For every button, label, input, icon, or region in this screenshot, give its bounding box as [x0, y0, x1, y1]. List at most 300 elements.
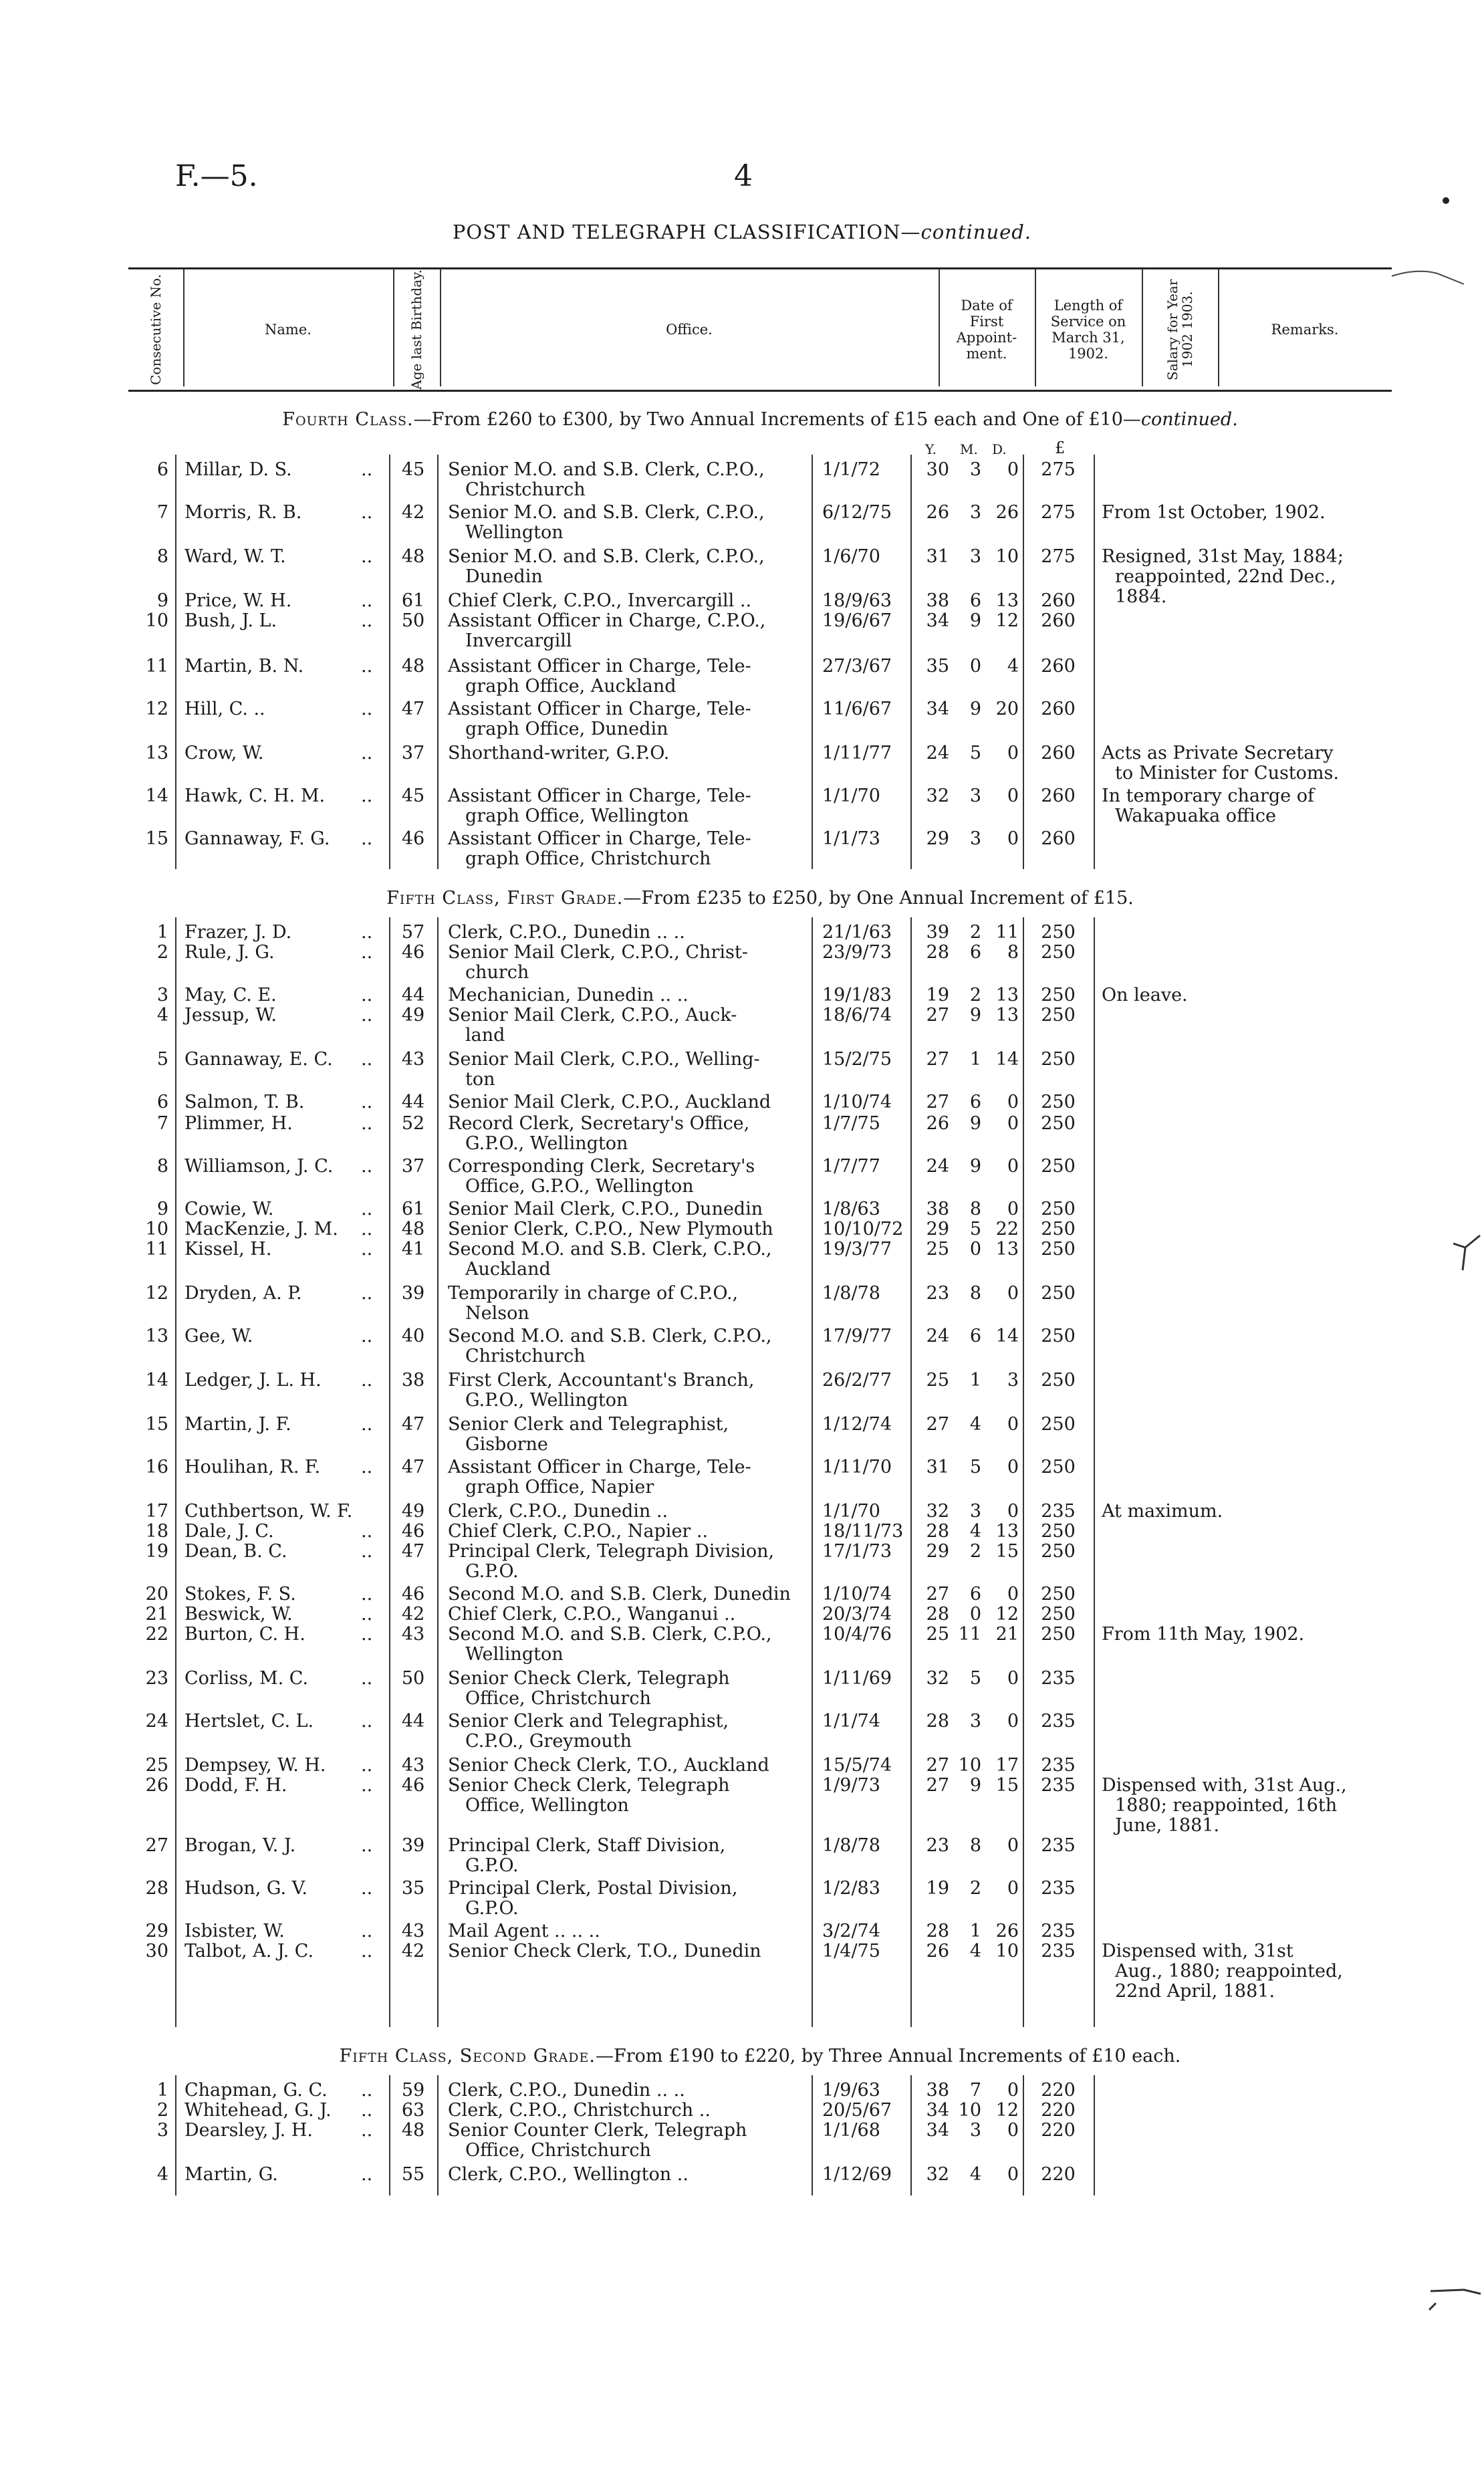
office-continuation: Office, Christchurch	[465, 1688, 651, 1709]
service-months: 10	[958, 1755, 981, 1776]
column-rule	[1023, 455, 1024, 869]
service-years: 25	[926, 1239, 949, 1260]
row-number: 10	[145, 610, 168, 631]
service-days: 0	[1007, 1835, 1019, 1856]
office: Clerk, C.P.O., Christchurch ..	[448, 2100, 711, 2121]
service-days: 0	[1007, 1092, 1019, 1112]
salary: 220	[1041, 2100, 1076, 2121]
appointment-date: 23/9/73	[822, 942, 892, 963]
row-number: 6	[156, 459, 168, 480]
office: Senior M.O. and S.B. Clerk, C.P.O.,	[448, 546, 765, 567]
service-days: 12	[995, 2100, 1019, 2121]
employee-name: Cowie, W.	[184, 1199, 274, 1219]
unit-years: Y.	[925, 441, 937, 457]
row-number: 3	[156, 985, 168, 1005]
salary: 235	[1041, 1755, 1076, 1776]
name-leader: ..	[361, 1921, 373, 1941]
employee-name: Stokes, F. S.	[184, 1584, 296, 1605]
employee-name: Cuthbertson, W. F.	[184, 1501, 353, 1522]
row-number: 30	[145, 1941, 168, 1962]
appointment-date: 18/9/63	[822, 590, 892, 611]
service-months: 4	[969, 1521, 981, 1542]
remarks-continuation: 1884.	[1115, 586, 1167, 607]
employee-name: Gee, W.	[184, 1326, 253, 1346]
name-leader: ..	[361, 502, 373, 523]
service-days: 0	[1007, 1283, 1019, 1304]
service-days: 14	[995, 1326, 1019, 1346]
row-number: 20	[145, 1584, 168, 1605]
age: 59	[401, 2080, 425, 2101]
age: 46	[401, 1521, 425, 1542]
service-years: 29	[926, 828, 949, 849]
appointment-date: 17/1/73	[822, 1541, 892, 1562]
service-months: 6	[969, 1092, 981, 1112]
appointment-date: 18/11/73	[822, 1521, 904, 1542]
salary: 250	[1041, 1457, 1076, 1477]
service-months: 8	[969, 1199, 981, 1219]
service-days: 0	[1007, 1199, 1019, 1219]
office: Senior Check Clerk, T.O., Auckland	[448, 1755, 769, 1776]
remarks-continuation: 22nd April, 1881.	[1115, 1981, 1275, 2002]
employee-name: Burton, C. H.	[184, 1624, 305, 1645]
name-leader: ..	[361, 1049, 373, 1070]
service-days: 0	[1007, 1414, 1019, 1435]
service-days: 12	[995, 1604, 1019, 1625]
row-number: 10	[145, 1219, 168, 1239]
service-months: 9	[969, 1005, 981, 1026]
title-text: POST AND TELEGRAPH CLASSIFICATION—	[452, 221, 921, 243]
salary: 250	[1041, 1604, 1076, 1625]
remarks: Dispensed with, 31st	[1102, 1941, 1293, 1962]
office: Senior M.O. and S.B. Clerk, C.P.O.,	[448, 459, 765, 480]
page-reference: F.—5.	[175, 159, 258, 193]
name-leader: ..	[361, 459, 373, 480]
age: 38	[401, 1370, 425, 1391]
name-leader: ..	[361, 1239, 373, 1260]
age: 42	[401, 1604, 425, 1625]
employee-name: Isbister, W.	[184, 1921, 285, 1941]
service-months: 9	[969, 699, 981, 719]
row-number: 14	[145, 1370, 168, 1391]
age: 44	[401, 1092, 425, 1112]
service-days: 17	[995, 1755, 1019, 1776]
age: 44	[401, 985, 425, 1005]
appointment-date: 19/3/77	[822, 1239, 892, 1260]
service-months: 1	[969, 1370, 981, 1391]
age: 47	[401, 1457, 425, 1477]
service-days: 0	[1007, 1878, 1019, 1899]
remarks-continuation: Aug., 1880; reappointed,	[1115, 1961, 1343, 1982]
salary: 250	[1041, 1283, 1076, 1304]
service-months: 2	[969, 922, 981, 943]
office: Assistant Officer in Charge, Tele-	[448, 1457, 751, 1477]
employee-name: Corliss, M. C.	[184, 1668, 309, 1689]
remarks-continuation: Wakapuaka office	[1115, 806, 1276, 826]
salary: 220	[1041, 2120, 1076, 2141]
service-days: 26	[995, 1921, 1019, 1941]
name-leader: ..	[361, 1604, 373, 1625]
office: Temporarily in charge of C.P.O.,	[448, 1283, 739, 1304]
column-rule	[1023, 2075, 1024, 2196]
service-days: 13	[995, 1521, 1019, 1542]
office: Principal Clerk, Telegraph Division,	[448, 1541, 775, 1562]
office-continuation: G.P.O.	[465, 1561, 519, 1582]
remarks: On leave.	[1102, 985, 1188, 1005]
name-leader: ..	[361, 743, 373, 763]
employee-name: Martin, G.	[184, 2164, 278, 2185]
office: Senior Mail Clerk, C.P.O., Welling-	[448, 1049, 760, 1070]
service-months: 2	[969, 1878, 981, 1899]
salary: 235	[1041, 1501, 1076, 1522]
column-header	[128, 267, 1392, 392]
service-years: 27	[926, 1005, 949, 1026]
age: 46	[401, 828, 425, 849]
employee-name: Chapman, G. C.	[184, 2080, 328, 2101]
row-number: 11	[145, 1239, 168, 1260]
service-days: 0	[1007, 1113, 1019, 1134]
appointment-date: 10/10/72	[822, 1219, 904, 1239]
name-leader: ..	[361, 1414, 373, 1435]
age: 55	[401, 2164, 425, 2185]
name-leader: ..	[361, 1775, 373, 1796]
header-divider	[1035, 269, 1036, 386]
salary: 250	[1041, 1414, 1076, 1435]
service-days: 0	[1007, 2120, 1019, 2141]
name-leader: ..	[361, 985, 373, 1005]
office: Clerk, C.P.O., Dunedin .. ..	[448, 2080, 685, 2101]
remarks: Acts as Private Secretary	[1102, 743, 1334, 763]
service-years: 38	[926, 590, 949, 611]
service-days: 13	[995, 985, 1019, 1005]
service-months: 10	[958, 2100, 981, 2121]
name-leader: ..	[361, 1541, 373, 1562]
service-months: 3	[969, 546, 981, 567]
service-days: 13	[995, 1239, 1019, 1260]
appointment-date: 1/12/69	[822, 2164, 892, 2185]
column-rule	[175, 917, 176, 2027]
service-months: 9	[969, 1775, 981, 1796]
service-days: 10	[995, 1941, 1019, 1962]
appointment-date: 1/1/70	[822, 1501, 880, 1522]
row-number: 1	[156, 2080, 168, 2101]
office: Corresponding Clerk, Secretary's	[448, 1156, 755, 1177]
employee-name: MacKenzie, J. M.	[184, 1219, 338, 1239]
employee-name: Hertslet, C. L.	[184, 1711, 314, 1732]
service-days: 21	[995, 1624, 1019, 1645]
salary: 235	[1041, 1941, 1076, 1962]
service-months: 0	[969, 1604, 981, 1625]
service-years: 24	[926, 1156, 949, 1177]
employee-name: Dryden, A. P.	[184, 1283, 302, 1304]
section-heading-fourth-class: Fourth Class.—From £260 to £300, by Two Annual Increments of £15 each and One of £10—continued.	[282, 409, 1238, 430]
appointment-date: 1/10/74	[822, 1092, 892, 1112]
age: 35	[401, 1878, 425, 1899]
row-number: 29	[145, 1921, 168, 1941]
section-heading-fifth-class-first-grade: Fifth Class, First Grade.—From £235 to £250, by One Annual Increment of £15.	[386, 888, 1134, 909]
office: Second M.O. and S.B. Clerk, C.P.O.,	[448, 1239, 772, 1260]
office: Chief Clerk, C.P.O., Wanganui ..	[448, 1604, 736, 1625]
service-months: 3	[969, 1711, 981, 1732]
salary: 250	[1041, 942, 1076, 963]
header-consecutive-no: Consecutive No.	[148, 274, 164, 385]
service-months: 4	[969, 1941, 981, 1962]
appointment-date: 1/7/75	[822, 1113, 880, 1134]
appointment-date: 1/2/83	[822, 1878, 880, 1899]
service-days: 12	[995, 610, 1019, 631]
service-years: 27	[926, 1092, 949, 1112]
service-months: 5	[969, 1668, 981, 1689]
service-months: 4	[969, 2164, 981, 2185]
scan-mark-dash	[1424, 2283, 1484, 2317]
service-years: 26	[926, 502, 949, 523]
appointment-date: 27/3/67	[822, 656, 892, 677]
service-months: 6	[969, 1584, 981, 1605]
service-years: 19	[926, 1878, 949, 1899]
salary: 235	[1041, 1921, 1076, 1941]
row-number: 28	[145, 1878, 168, 1899]
office: Shorthand-writer, G.P.O.	[448, 743, 670, 763]
age: 43	[401, 1624, 425, 1645]
service-years: 23	[926, 1283, 949, 1304]
office: Mail Agent .. .. ..	[448, 1921, 600, 1941]
office-continuation: ton	[465, 1069, 495, 1090]
employee-name: Salmon, T. B.	[184, 1092, 305, 1112]
row-number: 11	[145, 656, 168, 677]
name-leader: ..	[361, 1005, 373, 1026]
salary: 250	[1041, 1199, 1076, 1219]
office: Senior Counter Clerk, Telegraph	[448, 2120, 747, 2141]
age: 43	[401, 1049, 425, 1070]
service-years: 27	[926, 1584, 949, 1605]
salary: 250	[1041, 1541, 1076, 1562]
service-months: 3	[969, 786, 981, 806]
section-heading-fifth-class-second-grade: Fifth Class, Second Grade.—From £190 to £220, by Three Annual Increments of £10 each.	[339, 2046, 1181, 2066]
appointment-date: 11/6/67	[822, 699, 892, 719]
office-continuation: Auckland	[465, 1259, 551, 1280]
age: 49	[401, 1501, 425, 1522]
office: Senior M.O. and S.B. Clerk, C.P.O.,	[448, 502, 765, 523]
service-years: 24	[926, 1326, 949, 1346]
row-number: 8	[156, 546, 168, 567]
service-days: 0	[1007, 459, 1019, 480]
remarks-continuation: to Minister for Customs.	[1115, 763, 1339, 784]
service-months: 3	[969, 502, 981, 523]
row-number: 5	[156, 1049, 168, 1070]
age: 44	[401, 1711, 425, 1732]
header-divider	[393, 269, 394, 386]
office: Second M.O. and S.B. Clerk, C.P.O.,	[448, 1326, 772, 1346]
remarks: At maximum.	[1102, 1501, 1223, 1522]
employee-name: Ledger, J. L. H.	[184, 1370, 322, 1391]
employee-name: Frazer, J. D.	[184, 922, 292, 943]
name-leader: ..	[361, 1199, 373, 1219]
service-years: 27	[926, 1755, 949, 1776]
unit-months: M.	[960, 441, 978, 457]
title-continued: continued.	[920, 221, 1032, 243]
employee-name: Martin, B. N.	[184, 656, 304, 677]
column-rule	[1094, 455, 1095, 869]
salary: 250	[1041, 1521, 1076, 1542]
age: 61	[401, 1199, 425, 1219]
age: 61	[401, 590, 425, 611]
age: 42	[401, 502, 425, 523]
office-continuation: C.P.O., Greymouth	[465, 1731, 632, 1752]
age: 39	[401, 1835, 425, 1856]
salary: 260	[1041, 590, 1076, 611]
office-continuation: G.P.O.	[465, 1855, 519, 1876]
row-number: 18	[145, 1521, 168, 1542]
service-days: 0	[1007, 2164, 1019, 2185]
office-continuation: Office, G.P.O., Wellington	[465, 1176, 694, 1197]
employee-name: Millar, D. S.	[184, 459, 292, 480]
appointment-date: 15/2/75	[822, 1049, 892, 1070]
appointment-date: 1/9/73	[822, 1775, 880, 1796]
appointment-date: 15/5/74	[822, 1755, 892, 1776]
employee-name: Crow, W.	[184, 743, 264, 763]
header-divider	[1142, 269, 1143, 386]
office-continuation: graph Office, Christchurch	[465, 848, 711, 869]
header-divider	[183, 269, 184, 386]
salary: 235	[1041, 1878, 1076, 1899]
office: Principal Clerk, Staff Division,	[448, 1835, 726, 1856]
remarks: Resigned, 31st May, 1884;	[1102, 546, 1344, 567]
name-leader: ..	[361, 1219, 373, 1239]
service-days: 15	[995, 1541, 1019, 1562]
service-years: 30	[926, 459, 949, 480]
employee-name: Beswick, W.	[184, 1604, 293, 1625]
office: Clerk, C.P.O., Wellington ..	[448, 2164, 689, 2185]
service-years: 28	[926, 942, 949, 963]
salary: 250	[1041, 985, 1076, 1005]
column-rule	[389, 2075, 390, 2196]
name-leader: ..	[361, 1156, 373, 1177]
office: Senior Check Clerk, Telegraph	[448, 1775, 730, 1796]
service-months: 6	[969, 942, 981, 963]
appointment-date: 1/1/68	[822, 2120, 880, 2141]
service-years: 34	[926, 610, 949, 631]
appointment-date: 1/8/78	[822, 1283, 880, 1304]
name-leader: ..	[361, 1092, 373, 1112]
name-leader: ..	[361, 2100, 373, 2121]
age: 48	[401, 656, 425, 677]
service-years: 26	[926, 1113, 949, 1134]
age: 46	[401, 1584, 425, 1605]
row-number: 2	[156, 2100, 168, 2121]
salary: 260	[1041, 743, 1076, 763]
appointment-date: 1/8/78	[822, 1835, 880, 1856]
employee-name: Whitehead, G. J.	[184, 2100, 332, 2121]
age: 43	[401, 1921, 425, 1941]
name-leader: ..	[361, 2164, 373, 2185]
appointment-date: 1/6/70	[822, 546, 880, 567]
row-number: 7	[156, 502, 168, 523]
service-days: 11	[995, 922, 1019, 943]
office-continuation: graph Office, Napier	[465, 1477, 654, 1498]
age: 41	[401, 1239, 425, 1260]
service-months: 7	[969, 2080, 981, 2101]
row-number: 15	[145, 828, 168, 849]
service-years: 23	[926, 1835, 949, 1856]
service-days: 4	[1007, 656, 1019, 677]
service-days: 8	[1007, 942, 1019, 963]
remarks-continuation: 1880; reappointed, 16th	[1115, 1795, 1338, 1816]
column-rule	[437, 455, 439, 869]
row-number: 24	[145, 1711, 168, 1732]
name-leader: ..	[361, 2080, 373, 2101]
age: 37	[401, 743, 425, 763]
age: 63	[401, 2100, 425, 2121]
office-continuation: G.P.O., Wellington	[465, 1390, 628, 1411]
service-years: 29	[926, 1219, 949, 1239]
age: 40	[401, 1326, 425, 1346]
service-days: 0	[1007, 1668, 1019, 1689]
employee-name: Hudson, G. V.	[184, 1878, 308, 1899]
service-months: 1	[969, 1921, 981, 1941]
appointment-date: 1/11/77	[822, 743, 892, 763]
column-rule	[812, 2075, 813, 2196]
service-months: 9	[969, 610, 981, 631]
service-years: 28	[926, 1921, 949, 1941]
salary: 250	[1041, 1219, 1076, 1239]
employee-name: Plimmer, H.	[184, 1113, 293, 1134]
appointment-date: 6/12/75	[822, 502, 892, 523]
service-years: 34	[926, 2100, 949, 2121]
row-number: 16	[145, 1457, 168, 1477]
office: Assistant Officer in Charge, Tele-	[448, 786, 751, 806]
name-leader: ..	[361, 1711, 373, 1732]
salary: 235	[1041, 1775, 1076, 1796]
office: Assistant Officer in Charge, Tele-	[448, 656, 751, 677]
employee-name: Brogan, V. J.	[184, 1835, 296, 1856]
salary: 250	[1041, 1584, 1076, 1605]
service-months: 0	[969, 656, 981, 677]
age: 47	[401, 1541, 425, 1562]
row-number: 25	[145, 1755, 168, 1776]
age: 49	[401, 1005, 425, 1026]
column-rule	[910, 455, 912, 869]
service-days: 26	[995, 502, 1019, 523]
salary: 250	[1041, 1156, 1076, 1177]
service-months: 3	[969, 2120, 981, 2141]
office-continuation: graph Office, Auckland	[465, 676, 676, 697]
service-months: 6	[969, 1326, 981, 1346]
office: Record Clerk, Secretary's Office,	[448, 1113, 750, 1134]
header-divider	[440, 269, 441, 386]
office-continuation: Gisborne	[465, 1434, 548, 1455]
service-months: 5	[969, 1219, 981, 1239]
office: Chief Clerk, C.P.O., Napier ..	[448, 1521, 709, 1542]
service-days: 0	[1007, 786, 1019, 806]
service-years: 25	[926, 1370, 949, 1391]
service-days: 0	[1007, 1584, 1019, 1605]
name-leader: ..	[361, 786, 373, 806]
remarks: Dispensed with, 31st Aug.,	[1102, 1775, 1347, 1796]
age: 52	[401, 1113, 425, 1134]
column-rule	[389, 917, 390, 2027]
employee-name: Talbot, A. J. C.	[184, 1941, 314, 1962]
appointment-date: 1/1/74	[822, 1711, 880, 1732]
service-months: 5	[969, 1457, 981, 1477]
employee-name: Martin, J. F.	[184, 1414, 291, 1435]
office-continuation: church	[465, 962, 529, 983]
name-leader: ..	[361, 1283, 373, 1304]
service-months: 3	[969, 459, 981, 480]
age: 48	[401, 1219, 425, 1239]
office-continuation: Christchurch	[465, 479, 586, 500]
office-continuation: graph Office, Wellington	[465, 806, 689, 826]
service-days: 0	[1007, 2080, 1019, 2101]
office: Senior Mail Clerk, C.P.O., Auck-	[448, 1005, 737, 1026]
